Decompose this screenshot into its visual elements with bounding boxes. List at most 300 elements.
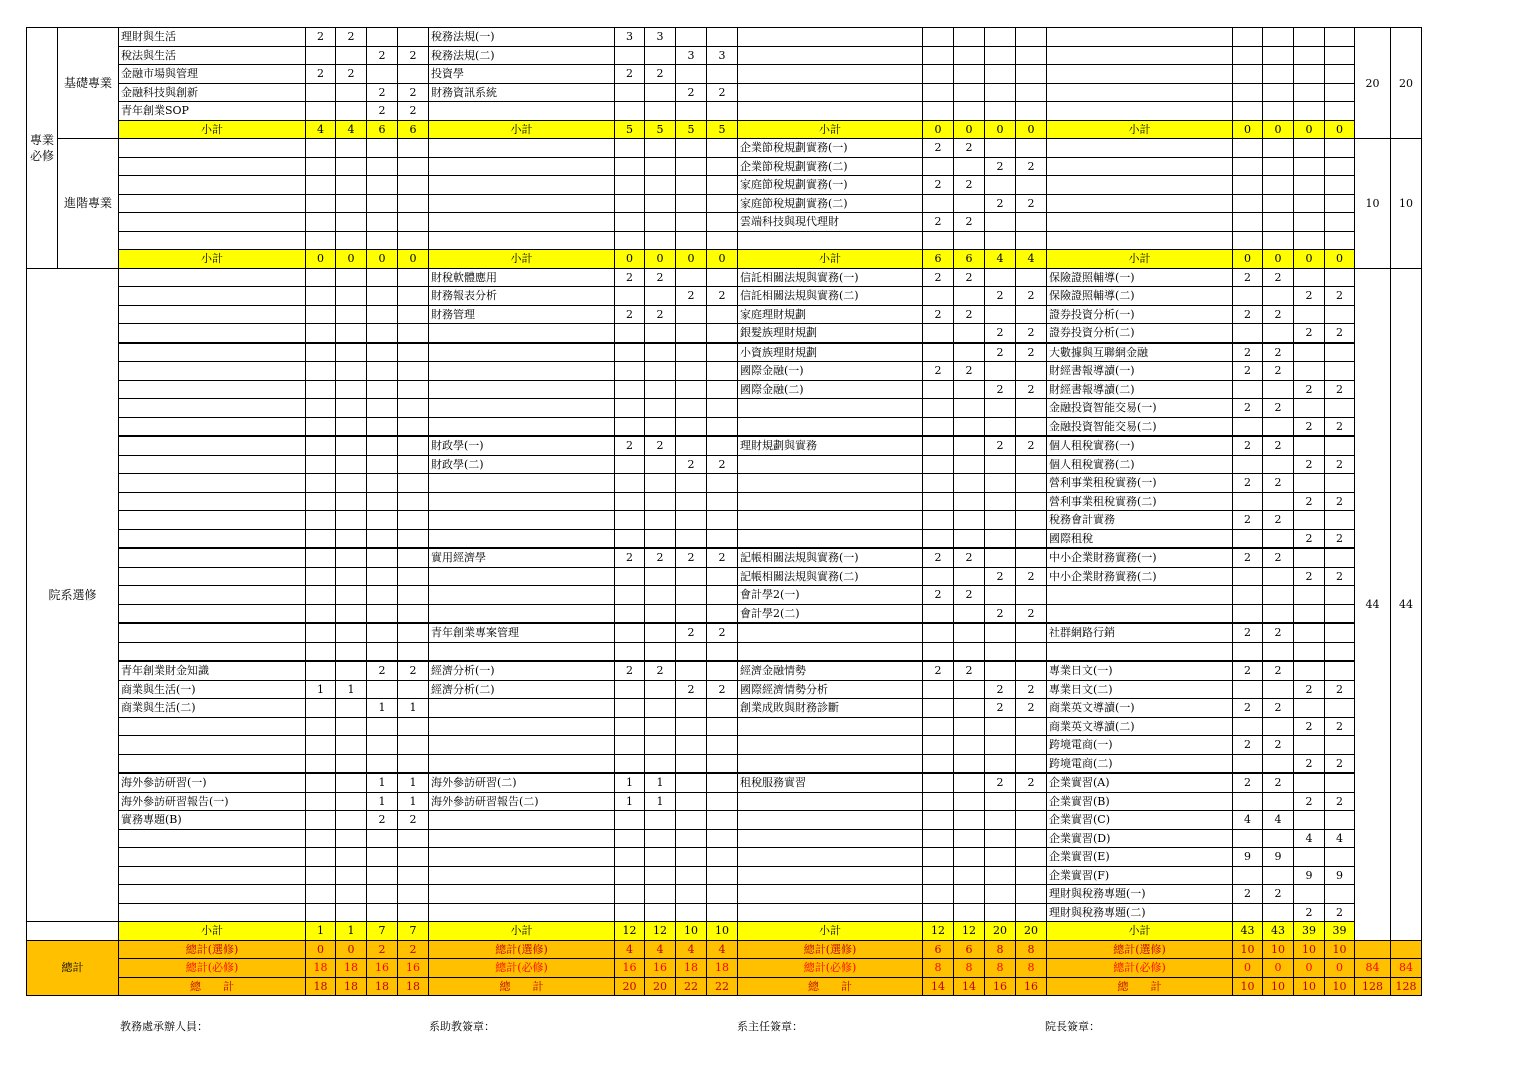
credit-cell (676, 362, 707, 381)
credit-cell (985, 28, 1016, 47)
credit-cell (707, 736, 738, 755)
course-name (429, 102, 615, 121)
credit-cell (306, 213, 336, 232)
subtotal-label: 小計 (429, 922, 615, 941)
credit-cell (954, 417, 985, 436)
credit-cell: 3 (707, 46, 738, 65)
credit-cell (336, 268, 367, 287)
course-name (429, 380, 615, 399)
credit-cell (645, 811, 676, 830)
credit-cell (645, 157, 676, 176)
table-row (27, 362, 1422, 381)
course-name (119, 139, 306, 158)
credit-cell (923, 717, 954, 736)
credit-cell (985, 885, 1016, 904)
credit-cell (1016, 903, 1047, 922)
credit-cell (1016, 231, 1047, 250)
credit-cell (615, 380, 645, 399)
credit-cell (954, 642, 985, 661)
credit-cell (645, 194, 676, 213)
credit-cell: 3 (676, 46, 707, 65)
credit-cell (645, 829, 676, 848)
credit-cell (676, 399, 707, 418)
credit-cell: 9 (1263, 848, 1294, 867)
credit-cell: 2 (923, 176, 954, 195)
course-name: 信託相關法規與實務(二) (738, 287, 923, 306)
credit-cell (1263, 529, 1294, 548)
course-name (738, 102, 923, 121)
credit-cell (1233, 866, 1263, 885)
credit-cell (398, 399, 429, 418)
subtotal-value: 0 (367, 250, 398, 269)
course-name (429, 157, 615, 176)
credit-cell (398, 305, 429, 324)
credit-cell (306, 46, 336, 65)
credit-cell (1233, 83, 1263, 102)
table-row (27, 380, 1422, 399)
credit-cell: 4 (1294, 829, 1325, 848)
subtotal-value: 10 (676, 922, 707, 941)
course-name: 投資學 (429, 65, 615, 84)
course-name: 保險證照輔導(一) (1047, 268, 1233, 287)
total-value: 18 (367, 977, 398, 996)
credit-cell (1325, 623, 1355, 642)
subtotal-label: 小計 (429, 250, 615, 269)
credit-cell (615, 604, 645, 623)
course-name: 銀髮族理財規劃 (738, 324, 923, 343)
course-name (738, 885, 923, 904)
credit-cell (1263, 324, 1294, 343)
subtotal-value: 10 (707, 922, 738, 941)
credit-cell (985, 661, 1016, 680)
credit-cell (336, 866, 367, 885)
credit-cell (367, 903, 398, 922)
course-name (119, 305, 306, 324)
credit-cell (954, 65, 985, 84)
total-value: 18 (336, 959, 367, 978)
credit-cell (645, 680, 676, 699)
credit-cell (615, 287, 645, 306)
credit-cell (676, 642, 707, 661)
credit-cell (615, 736, 645, 755)
credit-cell: 2 (1263, 436, 1294, 455)
credit-cell (1233, 586, 1263, 605)
credit-cell (707, 829, 738, 848)
credit-cell (676, 829, 707, 848)
credit-cell (645, 474, 676, 493)
credit-cell (645, 511, 676, 530)
course-name: 財政學(二) (429, 455, 615, 474)
credit-cell (645, 102, 676, 121)
credit-cell (954, 680, 985, 699)
credit-cell (1294, 157, 1325, 176)
credit-cell: 2 (1233, 548, 1263, 567)
course-name: 證券投資分析(一) (1047, 305, 1233, 324)
credit-cell: 2 (1016, 324, 1047, 343)
course-name: 財務資訊系統 (429, 83, 615, 102)
subtotal-value: 43 (1233, 922, 1263, 941)
credit-cell (923, 773, 954, 792)
credit-cell (954, 529, 985, 548)
subtotal-value: 6 (954, 250, 985, 269)
course-name (119, 176, 306, 195)
credit-cell (985, 102, 1016, 121)
credit-cell (923, 28, 954, 47)
credit-cell (645, 699, 676, 718)
credit-cell (367, 548, 398, 567)
credit-cell (985, 736, 1016, 755)
section-total: 44 (1355, 268, 1391, 940)
credit-cell (615, 492, 645, 511)
credit-cell (1325, 474, 1355, 493)
credit-cell (707, 773, 738, 792)
credit-cell: 2 (1294, 792, 1325, 811)
credit-cell (676, 866, 707, 885)
credit-cell (398, 736, 429, 755)
credit-cell (1263, 46, 1294, 65)
credit-cell (645, 623, 676, 642)
course-name: 青年創業財金知識 (119, 661, 306, 680)
credit-cell (923, 699, 954, 718)
credit-cell (954, 455, 985, 474)
course-name (738, 903, 923, 922)
table-row (27, 642, 1422, 661)
credit-cell (676, 661, 707, 680)
credit-cell: 2 (676, 83, 707, 102)
credit-cell: 2 (954, 176, 985, 195)
credit-cell (1294, 885, 1325, 904)
credit-cell (923, 194, 954, 213)
total-value: 8 (985, 959, 1016, 978)
credit-cell: 2 (1016, 343, 1047, 362)
credit-cell (676, 176, 707, 195)
credit-cell: 2 (923, 268, 954, 287)
credit-cell: 1 (615, 773, 645, 792)
credit-cell: 1 (398, 792, 429, 811)
subtotal-label: 小計 (1047, 120, 1233, 139)
credit-cell (923, 885, 954, 904)
credit-cell (923, 474, 954, 493)
credit-cell (1016, 736, 1047, 755)
credit-cell (1016, 28, 1047, 47)
course-name (119, 417, 306, 436)
course-name: 財經書報導讀(一) (1047, 362, 1233, 381)
course-name: 中小企業財務實務(二) (1047, 567, 1233, 586)
credit-cell (1016, 548, 1047, 567)
credit-cell (367, 305, 398, 324)
credit-cell: 2 (1233, 268, 1263, 287)
credit-cell (1016, 623, 1047, 642)
credit-cell (1263, 829, 1294, 848)
total-label: 總 計 (119, 977, 306, 996)
credit-cell: 2 (1233, 885, 1263, 904)
credit-cell: 2 (1233, 362, 1263, 381)
blank-cell (1391, 940, 1422, 959)
credit-cell (615, 46, 645, 65)
subtotal-row (27, 120, 1422, 139)
course-name (738, 529, 923, 548)
total-value: 0 (1325, 959, 1355, 978)
course-name (738, 623, 923, 642)
course-name (429, 604, 615, 623)
course-name (119, 362, 306, 381)
credit-cell (707, 604, 738, 623)
credit-cell: 2 (1263, 305, 1294, 324)
table-row (27, 848, 1422, 867)
credit-cell (985, 83, 1016, 102)
credit-cell (1263, 157, 1294, 176)
credit-cell (306, 661, 336, 680)
credit-cell (1233, 903, 1263, 922)
credit-cell (1233, 324, 1263, 343)
credit-cell (1233, 604, 1263, 623)
course-name: 記帳相關法規與實務(二) (738, 567, 923, 586)
course-name (1047, 28, 1233, 47)
credit-cell (707, 231, 738, 250)
credit-cell (1294, 436, 1325, 455)
credit-cell (954, 773, 985, 792)
credit-cell (306, 903, 336, 922)
credit-cell (1294, 511, 1325, 530)
credit-cell (1233, 529, 1263, 548)
credit-cell: 2 (985, 436, 1016, 455)
credit-cell (923, 343, 954, 362)
table-row (27, 661, 1422, 680)
credit-cell: 1 (645, 773, 676, 792)
credit-cell (923, 866, 954, 885)
total-label: 總計(必修) (1047, 959, 1233, 978)
credit-cell (645, 343, 676, 362)
credit-cell: 2 (1016, 380, 1047, 399)
credit-cell (336, 623, 367, 642)
credit-cell (707, 699, 738, 718)
total-value: 16 (1016, 977, 1047, 996)
course-name (119, 268, 306, 287)
credit-cell (1325, 213, 1355, 232)
credit-cell (336, 811, 367, 830)
subtotal-value: 43 (1263, 922, 1294, 941)
credit-cell (954, 885, 985, 904)
credit-cell (336, 604, 367, 623)
total-value: 16 (615, 959, 645, 978)
credit-cell: 2 (1233, 474, 1263, 493)
course-name (429, 567, 615, 586)
credit-cell: 2 (1325, 287, 1355, 306)
total-value: 6 (954, 940, 985, 959)
credit-cell (923, 511, 954, 530)
credit-cell (1263, 586, 1294, 605)
credit-cell (306, 231, 336, 250)
table-row (27, 885, 1422, 904)
credit-cell (336, 717, 367, 736)
course-name (738, 455, 923, 474)
grand-total: 84 (1355, 959, 1391, 978)
credit-cell (398, 866, 429, 885)
credit-cell (336, 380, 367, 399)
total-label: 總計(選修) (429, 940, 615, 959)
credit-cell (985, 455, 1016, 474)
credit-cell: 2 (985, 157, 1016, 176)
total-value: 10 (1325, 977, 1355, 996)
credit-cell (1016, 829, 1047, 848)
credit-cell (1325, 46, 1355, 65)
credit-cell (1325, 362, 1355, 381)
credit-cell (676, 773, 707, 792)
course-name: 企業實習(B) (1047, 792, 1233, 811)
credit-cell (923, 792, 954, 811)
table-row (27, 623, 1422, 642)
course-name: 大數據與互聯網金融 (1047, 343, 1233, 362)
credit-cell (1016, 65, 1047, 84)
credit-cell (1016, 885, 1047, 904)
credit-cell (398, 848, 429, 867)
credit-cell: 1 (367, 792, 398, 811)
table-row (27, 46, 1422, 65)
credit-cell: 2 (1233, 699, 1263, 718)
credit-cell (615, 642, 645, 661)
course-name: 商業英文導讀(二) (1047, 717, 1233, 736)
course-name (429, 194, 615, 213)
credit-cell: 2 (1325, 417, 1355, 436)
credit-cell (1294, 623, 1325, 642)
course-name: 營利事業租稅實務(二) (1047, 492, 1233, 511)
credit-cell (707, 65, 738, 84)
credit-cell (306, 176, 336, 195)
credit-cell: 2 (615, 268, 645, 287)
credit-cell (1325, 102, 1355, 121)
credit-cell (676, 102, 707, 121)
subtotal-value: 5 (707, 120, 738, 139)
credit-cell: 2 (1294, 287, 1325, 306)
credit-cell (707, 492, 738, 511)
credit-cell (398, 680, 429, 699)
credit-cell: 2 (1233, 511, 1263, 530)
credit-cell (615, 717, 645, 736)
credit-cell (306, 773, 336, 792)
credit-cell (954, 866, 985, 885)
total-value: 18 (336, 977, 367, 996)
credit-cell (1263, 492, 1294, 511)
course-name (429, 343, 615, 362)
credit-cell (645, 46, 676, 65)
credit-cell (676, 492, 707, 511)
course-name: 個人租稅實務(一) (1047, 436, 1233, 455)
credit-cell (707, 885, 738, 904)
credit-cell (336, 157, 367, 176)
credit-cell (1263, 680, 1294, 699)
credit-cell (1294, 811, 1325, 830)
total-value: 2 (367, 940, 398, 959)
credit-cell: 2 (676, 455, 707, 474)
credit-cell: 1 (367, 773, 398, 792)
credit-cell: 2 (1263, 399, 1294, 418)
credit-cell (985, 903, 1016, 922)
credit-cell (615, 903, 645, 922)
credit-cell: 2 (1325, 792, 1355, 811)
subtotal-value: 5 (676, 120, 707, 139)
credit-cell: 2 (1016, 287, 1047, 306)
course-name: 商業與生活(一) (119, 680, 306, 699)
course-name (429, 848, 615, 867)
credit-cell: 2 (645, 65, 676, 84)
credit-cell (707, 362, 738, 381)
course-name (429, 811, 615, 830)
credit-cell (1263, 642, 1294, 661)
credit-cell: 2 (985, 604, 1016, 623)
credit-cell (367, 65, 398, 84)
table-row (27, 811, 1422, 830)
course-name: 會計學2(一) (738, 586, 923, 605)
credit-cell (336, 903, 367, 922)
credit-cell: 2 (398, 102, 429, 121)
credit-cell (707, 176, 738, 195)
course-name (119, 157, 306, 176)
credit-cell (398, 511, 429, 530)
credit-cell (336, 792, 367, 811)
subtotal-value: 6 (367, 120, 398, 139)
credit-cell (306, 399, 336, 418)
credit-cell (336, 661, 367, 680)
total-value: 8 (985, 940, 1016, 959)
credit-cell (336, 474, 367, 493)
total-label: 總 計 (738, 977, 923, 996)
credit-cell: 2 (615, 305, 645, 324)
credit-cell: 2 (645, 548, 676, 567)
course-name (1047, 213, 1233, 232)
group-elective-label: 院系選修 (27, 268, 119, 922)
credit-cell (306, 623, 336, 642)
table-row (27, 866, 1422, 885)
course-name (119, 717, 306, 736)
course-name: 海外參訪研習報告(一) (119, 792, 306, 811)
credit-cell (336, 176, 367, 195)
section-total: 20 (1391, 28, 1422, 139)
dean-signature-label: 院長簽章： (1045, 1020, 1100, 1033)
course-name (1047, 604, 1233, 623)
credit-cell (367, 436, 398, 455)
course-name (429, 492, 615, 511)
credit-cell: 2 (954, 548, 985, 567)
table-row (27, 736, 1422, 755)
credit-cell: 2 (336, 65, 367, 84)
course-name (119, 343, 306, 362)
credit-cell: 2 (954, 586, 985, 605)
credit-cell (676, 231, 707, 250)
credit-cell (923, 754, 954, 773)
credit-cell: 2 (1263, 474, 1294, 493)
credit-cell: 2 (985, 324, 1016, 343)
credit-cell: 2 (954, 305, 985, 324)
credit-cell (985, 642, 1016, 661)
course-name (429, 717, 615, 736)
credit-cell (707, 754, 738, 773)
total-value: 20 (645, 977, 676, 996)
credit-cell (954, 194, 985, 213)
course-name (738, 717, 923, 736)
credit-cell (615, 811, 645, 830)
course-name (1047, 46, 1233, 65)
credit-cell (1233, 642, 1263, 661)
credit-cell (954, 717, 985, 736)
credit-cell (367, 885, 398, 904)
credit-cell (676, 139, 707, 158)
credit-cell (1016, 83, 1047, 102)
credit-cell: 2 (1294, 717, 1325, 736)
credit-cell (1325, 65, 1355, 84)
credit-cell (336, 46, 367, 65)
course-name: 家庭節稅規劃實務(一) (738, 176, 923, 195)
credit-cell (1294, 139, 1325, 158)
